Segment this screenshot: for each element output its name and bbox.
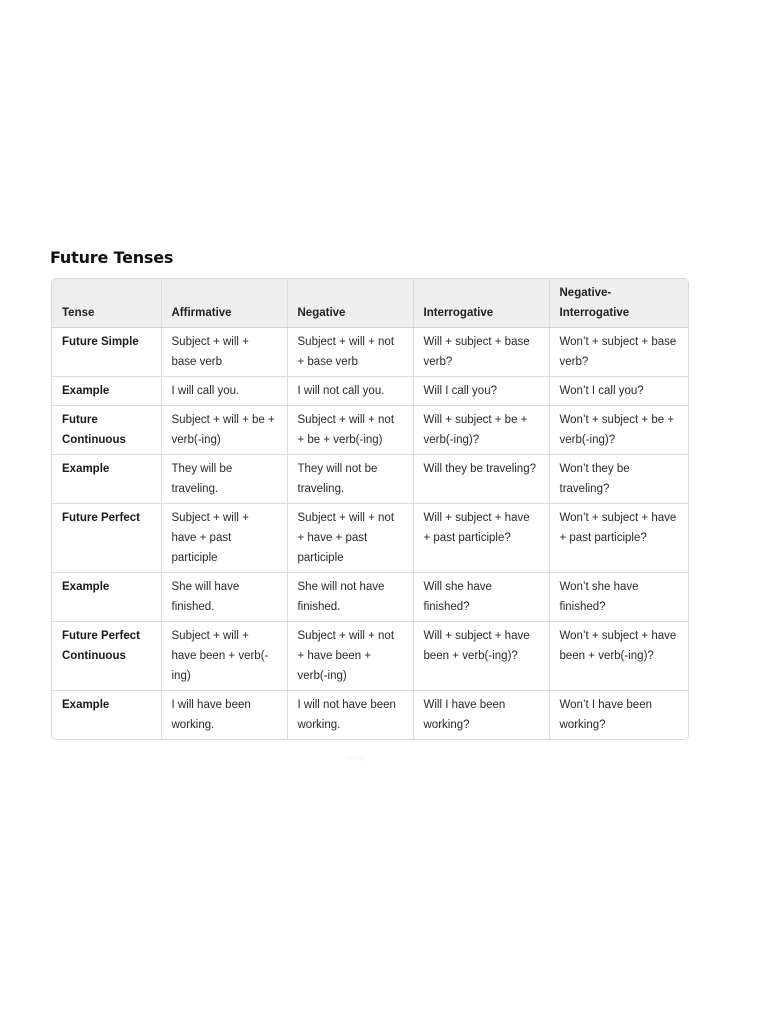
row-tense-cell: Example: [52, 455, 161, 504]
table-row: [52, 691, 688, 740]
negative-interrogative-cell: Won’t they be traveling?: [549, 455, 688, 504]
row-tense-cell: Example: [52, 377, 161, 406]
interrogative-cell: Will + subject + have + past participle?: [413, 504, 549, 573]
table-row: [52, 328, 688, 377]
negative-cell: Subject + will + not + have been + verb(-ing): [287, 622, 413, 691]
interrogative-cell: Will they be traveling?: [413, 455, 549, 504]
row-tense-cell: Future Simple: [52, 328, 161, 377]
tenses-table-container: [51, 278, 689, 740]
header-negative-interrogative: Negative-Interrogative: [549, 279, 688, 328]
row-tense-cell: Example: [52, 691, 161, 740]
interrogative-cell: Will I have been working?: [413, 691, 549, 740]
row-tense-cell: Future Continuous: [52, 406, 161, 455]
table-row: [52, 406, 688, 455]
negative-cell: They will not be traveling.: [287, 455, 413, 504]
interrogative-cell: Will I call you?: [413, 377, 549, 406]
affirmative-cell: They will be traveling.: [161, 455, 287, 504]
header-row: [52, 279, 688, 328]
table-row: [52, 455, 688, 504]
affirmative-cell: She will have finished.: [161, 573, 287, 622]
affirmative-cell: Subject + will + have been + verb(-ing): [161, 622, 287, 691]
table-body: [52, 328, 688, 740]
interrogative-cell: Will + subject + be + verb(-ing)?: [413, 406, 549, 455]
affirmative-cell: I will have been working.: [161, 691, 287, 740]
negative-cell: I will not have been working.: [287, 691, 413, 740]
interrogative-cell: Will she have finished?: [413, 573, 549, 622]
table-row: [52, 504, 688, 573]
header-affirmative: Affirmative: [161, 279, 287, 328]
header-interrogative: Interrogative: [413, 279, 549, 328]
scroll-indicator-icon: [343, 757, 365, 766]
negative-interrogative-cell: Won’t she have finished?: [549, 573, 688, 622]
table-row: [52, 573, 688, 622]
negative-interrogative-cell: Won’t + subject + be + verb(-ing)?: [549, 406, 688, 455]
header-tense: Tense: [52, 279, 161, 328]
negative-cell: Subject + will + not + have + past participle: [287, 504, 413, 573]
affirmative-cell: Subject + will + base verb: [161, 328, 287, 377]
negative-interrogative-cell: Won’t + subject + have + past participle?: [549, 504, 688, 573]
table-row: [52, 377, 688, 406]
negative-cell: She will not have finished.: [287, 573, 413, 622]
row-tense-cell: Future Perfect: [52, 504, 161, 573]
negative-interrogative-cell: Won’t + subject + base verb?: [549, 328, 688, 377]
negative-interrogative-cell: Won’t I call you?: [549, 377, 688, 406]
row-tense-cell: Example: [52, 573, 161, 622]
affirmative-cell: I will call you.: [161, 377, 287, 406]
affirmative-cell: Subject + will + have + past participle: [161, 504, 287, 573]
negative-interrogative-cell: Won’t I have been working?: [559, 699, 652, 731]
affirmative-cell: Subject + will + be + verb(-ing): [161, 406, 287, 455]
page-title: Future Tenses: [50, 248, 174, 267]
negative-cell: I will not call you.: [287, 377, 413, 406]
table-header: [52, 279, 688, 328]
future-tenses-table: [52, 279, 688, 739]
row-tense-cell: Future Perfect Continuous: [52, 622, 161, 691]
interrogative-cell: Will + subject + have been + verb(-ing)?: [413, 622, 549, 691]
interrogative-cell: Will + subject + base verb?: [413, 328, 549, 377]
negative-cell: Subject + will + not + be + verb(-ing): [287, 406, 413, 455]
negative-cell: Subject + will + not + base verb: [287, 328, 413, 377]
header-negative: Negative: [287, 279, 413, 328]
table-row: [52, 622, 688, 691]
negative-interrogative-cell: Won’t + subject + have been + verb(-ing)?: [549, 622, 688, 691]
